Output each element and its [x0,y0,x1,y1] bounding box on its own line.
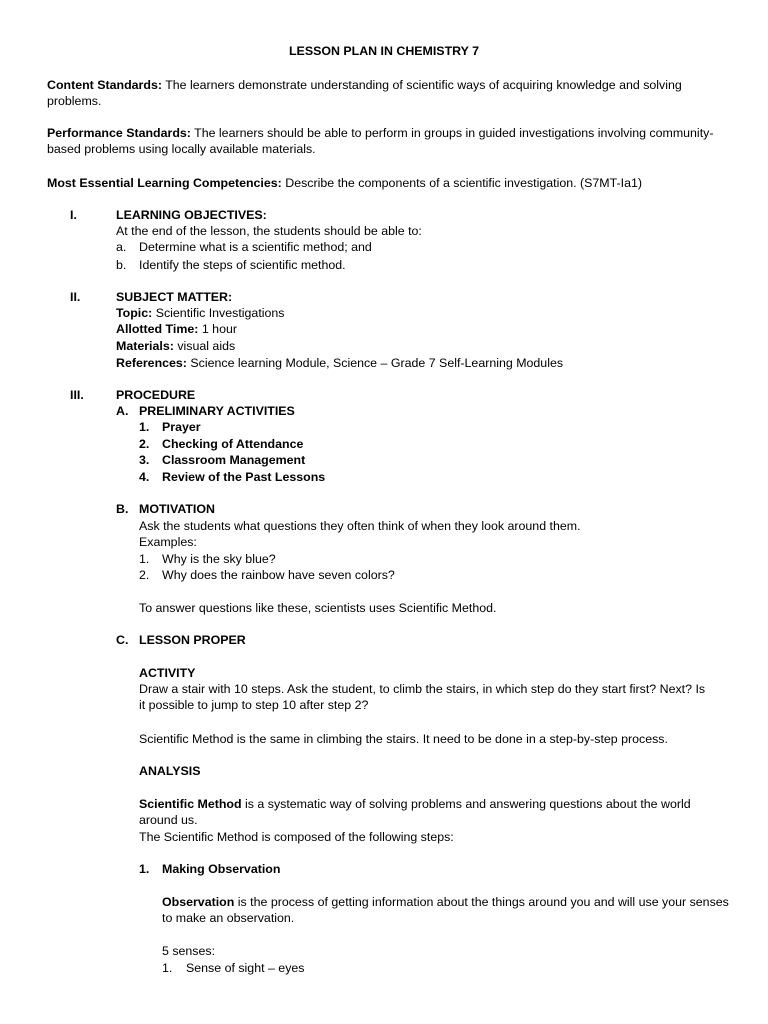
motivation-text: Ask the students what questions they often think of when they look around them. [139,519,581,533]
content-standards-text: The learners demonstrate understanding of scientific ways of acquiring knowledge and solving problems. [47,78,682,109]
section-1-heading: LEARNING OBJECTIVES: [116,208,267,222]
activity-item: Prayer [162,420,201,434]
allotted-time-value: 1 hour [201,322,237,336]
document-title: LESSON PLAN IN CHEMISTRY 7 [288,44,479,58]
sense-item: Sense of sight – eyes [186,961,305,975]
example-marker: 1. [139,552,150,566]
content-standards [47,77,727,110]
observation-def: is the process of getting information about the things around you and will use your senses to make an observation. [162,895,729,926]
content-standards-label: Content Standards: [47,78,162,92]
references-label: References: [116,356,187,370]
analysis-heading: ANALYSIS [139,764,201,778]
subsection-b-marker: B. [116,502,129,516]
activity-marker: 4. [139,470,150,484]
activity-marker: 2. [139,437,150,451]
sense-marker: 1. [162,961,173,975]
performance-standards-label: Performance Standards: [47,126,191,140]
section-3-numeral: III. [70,388,84,402]
scientific-method-steps-intro: The Scientific Method is composed of the following steps: [139,830,454,844]
objective-item: Determine what is a scientific method; and [139,240,372,254]
section-1-numeral: I. [70,208,77,222]
step-marker: 1. [139,862,150,876]
objective-item: Identify the steps of scientific method. [139,258,346,272]
scientific-method-def: is a systematic way of solving problems and answering questions about the world around us. [139,797,691,828]
activity-item: Checking of Attendance [162,437,304,451]
section-2-numeral: II. [70,290,81,304]
competencies-text: Describe the components of a scientific investigation. (S7MT-Ia1) [285,176,642,190]
topic-line [116,305,285,321]
references-value: Science learning Module, Science – Grade 7 Self-Learning Modules [190,356,564,370]
step-heading: Making Observation [162,862,281,876]
section-2-heading: SUBJECT MATTER: [116,290,233,304]
activity-text: Draw a stair with 10 steps. Ask the student, to climb the stairs, in which step do they start first? Next? Is it possible to jump to step 10 after step 2? [139,682,706,713]
observation-term: Observation [162,895,235,909]
activity-item: Review of the Past Lessons [162,470,326,484]
materials-line [116,338,235,354]
materials-label: Materials: [116,339,174,353]
topic-value: Scientific Investigations [155,306,285,320]
example-marker: 2. [139,568,150,582]
subsection-a-marker: A. [116,404,129,418]
performance-standards [47,125,727,158]
competencies-label: Most Essential Learning Competencies: [47,176,282,190]
subsection-a-heading: PRELIMINARY ACTIVITIES [139,404,295,418]
scientific-method-term: Scientific Method [139,797,242,811]
example-item: Why is the sky blue? [162,552,276,566]
examples-label: Examples: [139,535,197,549]
objectives-intro: At the end of the lesson, the students should be able to: [116,224,422,238]
objective-marker: a. [116,240,127,254]
topic-label: Topic: [116,306,153,320]
learning-competencies [47,175,642,191]
activity-item: Classroom Management [162,453,306,467]
subsection-c-heading: LESSON PROPER [139,633,246,647]
objective-marker: b. [116,258,127,272]
performance-standards-text: The learners should be able to perform in groups in guided investigations involving community-based problems using locally available materials. [47,126,714,157]
activity-heading: ACTIVITY [139,666,196,680]
activity-marker: 3. [139,453,150,467]
materials-value: visual aids [177,339,236,353]
senses-label: 5 senses: [162,944,216,958]
activity-note: Scientific Method is the same in climbing the stairs. It need to be done in a step-by-step process. [139,732,668,746]
subsection-c-marker: C. [116,633,129,647]
scientific-method-definition [139,796,729,829]
references-line [116,355,563,371]
section-3-heading: PROCEDURE [116,388,196,402]
allotted-time-label: Allotted Time: [116,322,199,336]
subsection-b-heading: MOTIVATION [139,502,215,516]
motivation-closing: To answer questions like these, scientists uses Scientific Method. [139,601,497,615]
example-item: Why does the rainbow have seven colors? [162,568,395,582]
allotted-time-line [116,321,237,337]
activity-marker: 1. [139,420,150,434]
observation-definition [162,894,732,927]
